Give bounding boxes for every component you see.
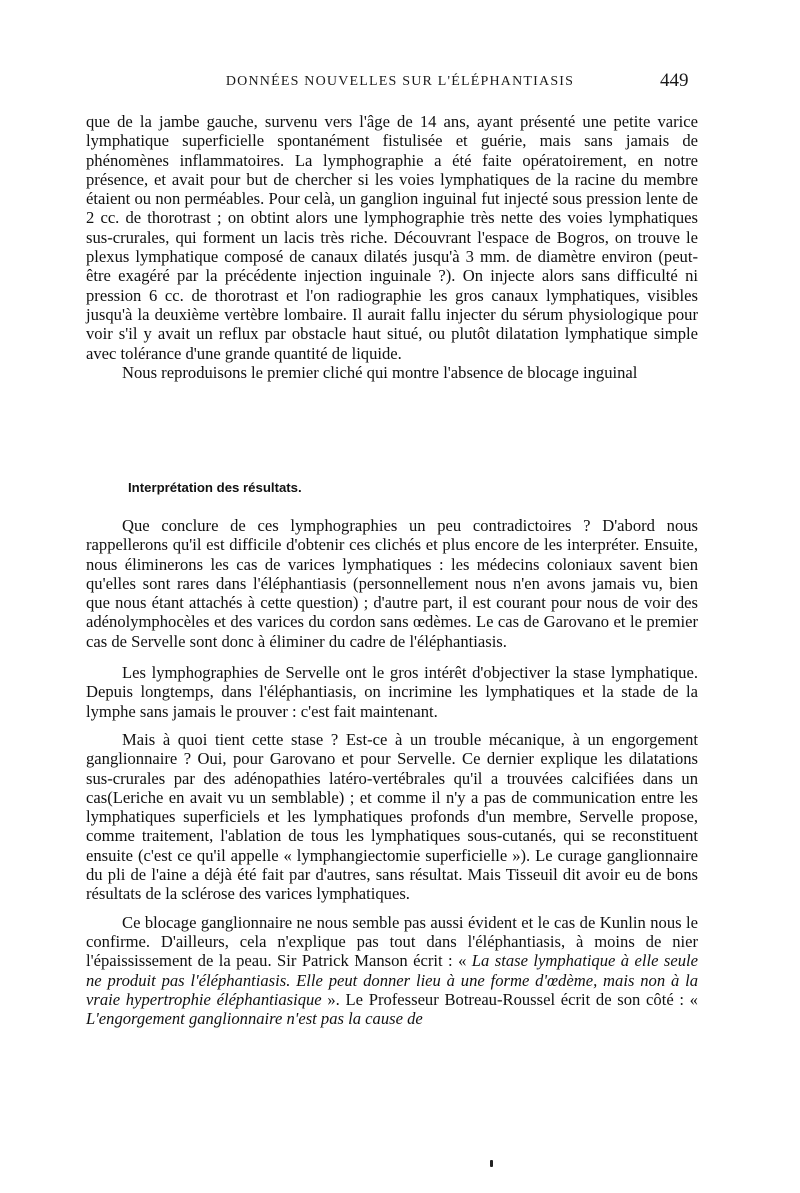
quote-botreau: L'engorgement ganglionnaire n'est pas la cause de	[86, 1009, 423, 1029]
paragraph: Les lymphographies de Servelle ont le gros intérêt d'objectiver la stase lymphatique. Depuis longtemps, dans l'éléphantiasis, on incrimine les lymphatiques et la stade de la lymphe sans jamais le prouver : c'est fait maintenant.	[86, 663, 698, 721]
paragraph-with-quotes	[86, 913, 698, 1029]
paragraph-text: Ce blocage ganglionnaire ne nous semble pas aussi évident et le cas de Kunlin nous le confirme. D'ailleurs, cela n'explique pas tout dans l'éléphantiasis, à moins de nier l'épaississement de la peau. Sir Patrick Manson écrit : «	[86, 912, 698, 971]
paragraph: Que conclure de ces lymphographies un peu contradictoires ? D'abord nous rappellerons qu'il est difficile d'obtenir ces clichés et plus encore de les interpréter. Ensuite, nous éliminerons les cas de varices lymphatiques : les médecins coloniaux savent bien qu'elles sont rares dans l'éléphantiasis (personnellement nous n'en avons jamais vu, bien que nous étant attachés à cette question) ; d'autre part, il est courant pour nous de voir des adénolymphocèles et des varices du cordon sans œdèmes. Le cas de Garovano et le premier cas de Servelle sont donc à éliminer du cadre de l'éléphantiasis.	[86, 516, 698, 651]
paragraph-text: ». Le Professeur Botreau-Roussel écrit de son côté : «	[321, 989, 698, 1009]
paragraph: Nous reproduisons le premier cliché qui montre l'absence de blocage inguinal	[122, 362, 638, 382]
body-text-bottom	[86, 516, 698, 1037]
page-number: 449	[660, 70, 689, 91]
printer-mark	[490, 1160, 493, 1167]
paragraph: que de la jambe gauche, survenu vers l'âge de 14 ans, ayant présenté une petite varice lymphatique superficielle spontanément fistulisée et guérie, mais sans jamais de phénomènes inflammatoires. La lymphographie a été faite opératoirement, en notre présence, et avait pour but de chercher si les voies lymphatiques de la racine du membre étaient ou non perméables. Pour celà, un ganglion inguinal fut injecté sous pression lente de 2 cc. de thorotrast ; on obtint alors une lymphographie très nette des voies lymphatiques sus-crurales, qui forment un lacis très riche. Découvrant l'espace de Bogros, on trouve le plexus lymphatique composé de canaux dilatés jusqu'à 3 mm. de diamètre environ (peut-être exagéré par la précédente injection inguinale ?). On injecte alors sans difficulté ni pression 6 cc. de thorotrast et l'on radiographie les gros canaux lymphatiques, visibles jusqu'à la deuxième vertèbre lombaire. Il aurait fallu injecter du sérum physiologique pour voir s'il y avait un reflux par obstacle haut situé, ou plutôt dilatation lymphatique simple avec tolérance d'une grande quantité de liquide.	[86, 112, 698, 363]
running-title: DONNÉES NOUVELLES SUR L'ÉLÉPHANTIASIS	[225, 74, 575, 89]
section-heading: Interprétation des résultats.	[128, 480, 302, 495]
quote-manson: La stase lymphatique à elle seule ne produit pas l'éléphantiasis. Elle peut donner lieu à une forme d'œdème, mais non à la vraie hypertrophie éléphantiasique	[86, 951, 698, 1009]
paragraph: Mais à quoi tient cette stase ? Est-ce à un trouble mécanique, à un engorgement ganglionnaire ? Oui, pour Garovano et pour Servelle. Ce dernier explique les dilatations sus-crurales par des adénopathies latéro-vertébrales qu'il a trouvées calcifiées dans un cas(Leriche en avait vu un semblable) ; et comme il n'y a pas de communication entre les lymphatiques superficiels et les lymphatiques profonds d'un membre, Servelle propose, comme traitement, l'ablation de tous les lymphatiques sous-cutanés, qui se reconstituent ensuite (c'est ce qu'il appelle « lymphangiectomie superficielle »). Le curage ganglionnaire du pli de l'aine a déjà été fait par d'autres, sans résultat. Mais Tisseuil dit avoir eu de bons résultats de la sclérose des varices lymphatiques.	[86, 729, 698, 904]
body-text-top	[86, 112, 698, 382]
